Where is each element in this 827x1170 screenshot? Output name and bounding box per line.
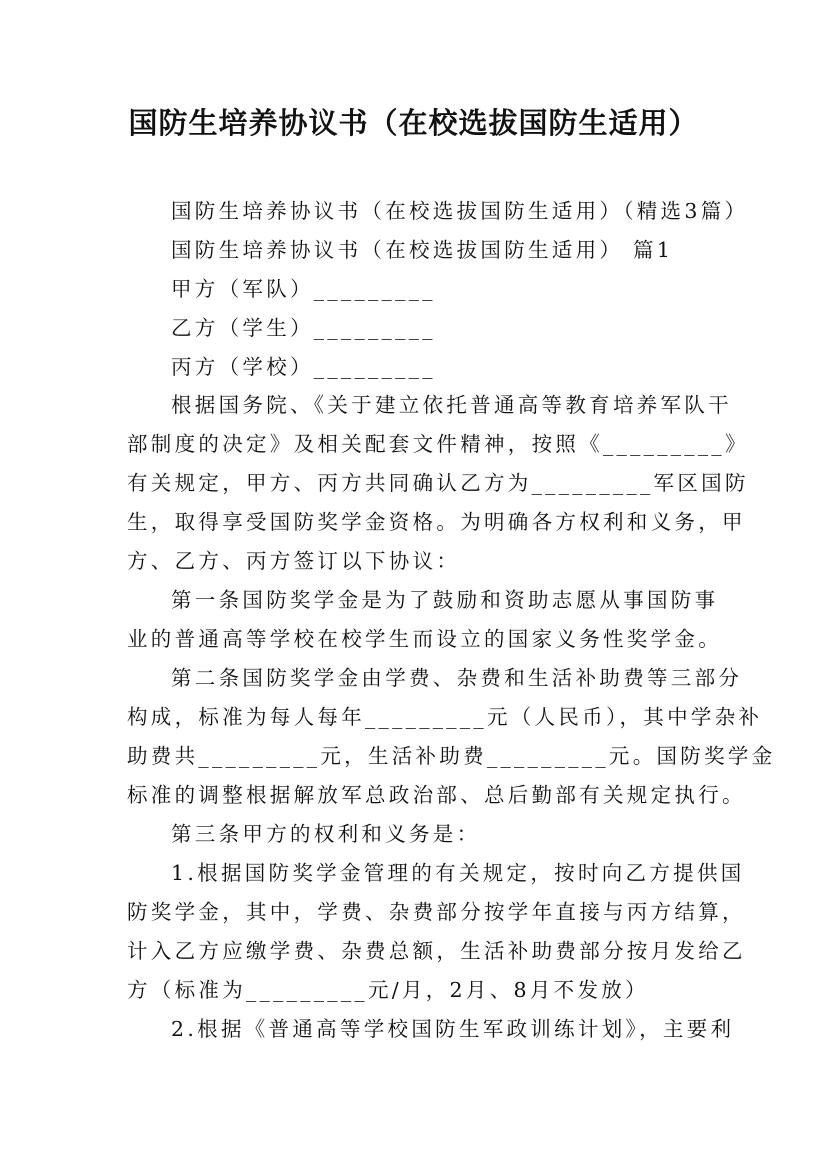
document-title: 国防生培养协议书（在校选拔国防生适用） [128, 106, 699, 140]
party-c-line: 丙方（学校）_________ [171, 355, 436, 379]
text-line: 防奖学金，其中，学费、杂费部分按学年直接与丙方结算， [127, 900, 746, 924]
text-line: 第二条国防奖学金由学费、杂费和生活补助费等三部分 [171, 666, 743, 690]
text-line: 1.根据国防奖学金管理的有关规定，按时向乙方提供国 [171, 861, 745, 885]
subtitle-line: 国防生培养协议书（在校选拔国防生适用）（精选3篇） [171, 199, 749, 223]
text-line: 2.根据《普通高等学校国防生军政训练计划》，主要利 [171, 1017, 735, 1041]
text-line: 助费共_________元，生活补助费_________元。国防奖学金 [127, 744, 776, 768]
text-line: 构成，标准为每人每年_________元（人民币），其中学杂补 [127, 705, 763, 729]
text-line: 部制度的决定》及相关配套文件精神，按照《_________》 [127, 432, 749, 456]
text-line: 有关规定，甲方、丙方共同确认乙方为_________军区国防 [127, 471, 749, 495]
party-a-line: 甲方（军队）_________ [171, 277, 436, 301]
text-line: 方、乙方、丙方签订以下协议： [127, 549, 461, 573]
text-line: 计入乙方应缴学费、杂费总额，生活补助费部分按月发给乙 [127, 939, 746, 963]
text-line: 根据国务院、《关于建立依托普通高等教育培养军队干 [171, 393, 732, 417]
section-heading: 国防生培养协议书（在校选拔国防生适用） 篇1 [171, 238, 674, 262]
text-line: 第三条甲方的权利和义务是： [171, 822, 481, 846]
text-line: 业的普通高等学校在校学生而设立的国家义务性奖学金。 [127, 627, 722, 651]
text-line: 第一条国防奖学金是为了鼓励和资助志愿从事国防事 [171, 588, 719, 612]
text-line: 生，取得享受国防奖学金资格。为明确各方权利和义务，甲 [127, 510, 746, 534]
text-line: 标准的调整根据解放军总政治部、总后勤部有关规定执行。 [127, 783, 746, 807]
text-line: 方（标准为_________元/月，2月、8月不发放） [127, 978, 649, 1002]
party-b-line: 乙方（学生）_________ [171, 316, 436, 340]
